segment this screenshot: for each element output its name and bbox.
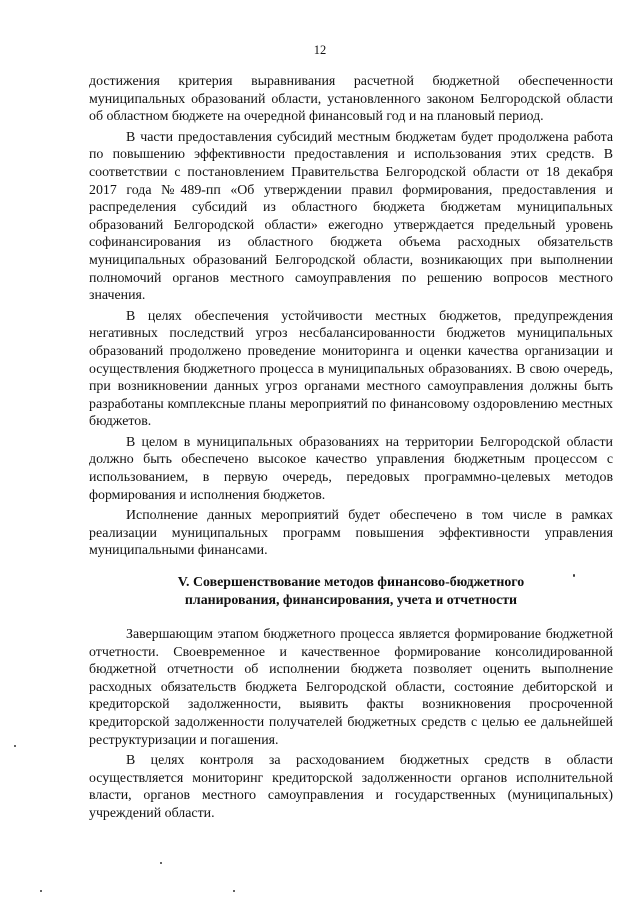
scan-speck xyxy=(40,890,42,892)
scan-speck xyxy=(573,574,575,577)
paragraph-sustainability: В целях обеспечения устойчивости местных бюджетов, предупреждения негативных последствий угроз несбалансированности бюджетов муниципальных образований продолжено проведение мониторинга и оценки качества организации и осуществления бюджетного процесса в муниципальных образованиях. В свою очередь, при возникновении данных угроз органами местного самоуправления должны быть разработаны комплексные планы мероприятий по финансовому оздоровлению местных бюджетов. xyxy=(89,308,613,430)
paragraph-quality: В целом в муниципальных образованиях на территории Белгородской области должно быть обеспечено высокое качество управления бюджетным процессом с использованием, в первую очередь, передовых программно-целевых методов формирования и исполнения бюджетов. xyxy=(89,434,613,503)
document-body xyxy=(89,73,613,826)
paragraph-monitoring: В целях контроля за расходованием бюджетных средств в области осуществляется мониторинг кредиторской задолженности органов исполнительной власти, органов местного самоуправления и государственных (муниципальных) учреждений области. xyxy=(89,753,613,821)
page-number: 12 xyxy=(313,43,327,57)
section-heading-line-1: V. Совершенствование методов финансово-бюджетного xyxy=(177,575,525,591)
scan-speck xyxy=(233,890,235,892)
scan-speck xyxy=(160,862,162,864)
paragraph-reporting: Завершающим этапом бюджетного процесса является формирование бюджетной отчетности. Своевременное и качественное формирование консолидированной бюджетной отчетности об исполнении бюджета позволяет оценить выполнение расходных обязательств бюджета Белгородской области, состояние дебиторской и кредиторской задолженности, выявить факты возникновения просроченной кредиторской задолженности получателей бюджетных средств с целью ее дальнейшей реструктуризации и погашения. xyxy=(89,627,613,748)
section-heading xyxy=(89,574,613,610)
paragraph-implementation: Исполнение данных мероприятий будет обеспечено в том числе в рамках реализации муниципальных программ повышения эффективности управления муниципальными финансами. xyxy=(89,508,613,559)
paragraph-continuation: достижения критерия выравнивания расчетной бюджетной обеспеченности муниципальных образований области, установленного законом Белгородской области об областном бюджете на очередной финансовый год и на плановый период. xyxy=(89,74,613,125)
section-heading-line-2: планирования, финансирования, учета и отчетности xyxy=(184,593,518,609)
scan-speck xyxy=(14,745,16,747)
paragraph-subsidies: В части предоставления субсидий местным бюджетам будет продолжена работа по повышению эффективности предоставления и использования этих средств. В соответствии с постановлением Правительства Белгородской области от 18 декабря 2017 года №489-пп «Об утверждении правил формирования, предоставления и распределения субсидий из областного бюджета бюджетам муниципальных образований Белгородской области» ежегодно утверждается предельный уровень софинансирования из областного бюджета объема расходных обязательств муниципальных образований Белгородской области, возникающих при выполнении полномочий органов местного самоуправления по решению вопросов местного значения. xyxy=(89,129,613,304)
